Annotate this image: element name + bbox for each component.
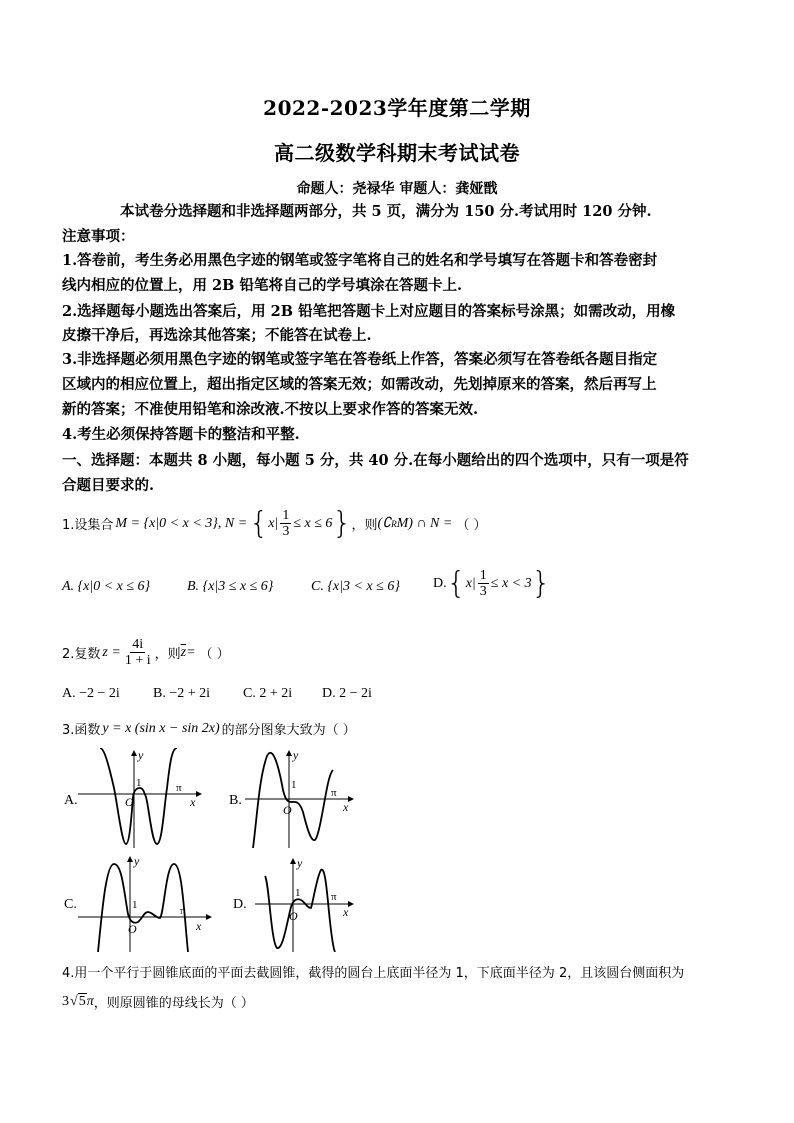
question-4-line-2	[62, 992, 254, 1011]
q1-frac-den: 3	[282, 524, 290, 539]
tick-pi: π	[176, 782, 182, 794]
q2-eq: =	[186, 644, 196, 660]
q3-option-b-label: B.	[229, 793, 242, 808]
x-label: x	[196, 919, 202, 933]
tick-one: 1	[132, 899, 138, 911]
q3-graph-b	[245, 748, 355, 848]
tick-pi: π	[331, 891, 337, 903]
q4-pi: π	[86, 993, 94, 1009]
q3-formula: y = x (sin x − sin 2x)	[102, 720, 220, 736]
note-1-line-1: 1.答卷前，考生务必用黑色字迹的钢笔或签字笔将自己的姓名和学号填写在答题卡和答卷密封	[62, 252, 658, 269]
q4-root: 5	[78, 994, 86, 1009]
q2-fraction	[123, 637, 153, 668]
curve	[253, 753, 333, 848]
q1-option-b: B. {x|3 ≤ x ≤ 6}	[187, 579, 274, 594]
q1-option-d: D. { x| $\frac{1}{3}$ ≤ x < 3 }	[433, 565, 551, 601]
q2-option-b: B. −2 + 2i	[153, 686, 211, 701]
q2-blank: （ ）	[199, 647, 230, 662]
q4-sqrt-sign: √	[70, 993, 78, 1009]
tick-one: 1	[295, 887, 301, 899]
q2-option-c: C. 2 + 2i	[243, 686, 293, 701]
q1-frac-num: 1	[282, 508, 290, 523]
tick-one: 1	[291, 779, 297, 791]
tick-pi: π	[180, 905, 186, 917]
x-label: x	[190, 795, 196, 809]
question-4-line-1: 4.用一个平行于圆锥底面的平面去截圆锥，截得的圆台上底面半径为 1，下底面半径为 2，且该圆台侧面积为	[62, 966, 685, 981]
note-4: 4.考生必须保持答题卡的整洁和平整.	[62, 426, 300, 443]
note-2-line-2: 皮擦干净后，再选涂其他答案；不能答在试卷上.	[62, 327, 372, 344]
note-3-line-1: 3.非选择题必须用黑色字迹的钢笔或签字笔在答卷纸上作答，答案必须写在答卷纸各题目指定	[62, 351, 658, 368]
y-label: y	[138, 748, 144, 762]
question-2	[62, 637, 230, 668]
q3-option-c-label: C.	[64, 897, 77, 912]
origin-label: O	[283, 803, 292, 817]
q2-zbar: $\overline{z}$	[180, 644, 187, 660]
q1-prefix: 1.设集合	[62, 518, 114, 533]
origin-label: O	[289, 909, 298, 923]
curve	[265, 870, 335, 952]
q1-option-d-frac-num: 1	[479, 568, 487, 583]
year-title: 2022-2023学年度第二学期	[263, 96, 531, 120]
question-1: 1.设集合 M = {x|0 < x < 3} , N = { x| $\frac{1}{3}$ ≤ x ≤ 6 } ，则 (∁ R M) ∩ N = （ ）	[62, 505, 487, 541]
note-1-line-2: 线内相应的位置上，用 2B 铅笔将自己的学号填涂在答题卡上.	[62, 277, 462, 294]
x-axis-arrow	[348, 901, 354, 907]
tick-one: 1	[136, 777, 142, 789]
q1-blank: （ ）	[456, 518, 487, 533]
q3-suffix: 的部分图象大致为（ ）	[221, 723, 356, 738]
y-axis-arrow	[131, 750, 137, 756]
y-axis-arrow	[286, 750, 292, 756]
q1-then: ，则	[351, 518, 378, 533]
q3-graph-d	[255, 852, 355, 952]
section-1-line-2: 合题目要求的.	[62, 477, 155, 494]
q2-frac-den: 1 + i	[124, 653, 151, 668]
q3-prefix: 3.函数	[62, 723, 101, 738]
q1-option-d-relation: ≤ x < 3	[490, 575, 532, 591]
q2-prefix: 2.复数	[62, 647, 101, 662]
tick-pi: π	[331, 787, 337, 799]
question-3	[62, 719, 356, 738]
curve	[98, 864, 188, 952]
q2-z-eq: z =	[102, 644, 121, 660]
q1-option-d-label: D.	[433, 575, 447, 591]
q1-option-d-x: x|	[465, 575, 476, 591]
x-axis-arrow	[348, 796, 354, 802]
q4-coef: 3	[62, 993, 69, 1009]
note-3-line-2: 区域内的相应位置上，超出指定区域的答案无效；如需改动，先划掉原来的答案，然后再写上	[62, 376, 657, 393]
authors-line: 命题人：尧禄华 审题人：龚娅戬	[296, 181, 498, 197]
q1-relation: ≤ x ≤ 6	[293, 515, 333, 531]
q4-suffix: ，则原圆锥的母线长为（ ）	[93, 996, 254, 1011]
q3-graph-c	[78, 852, 213, 952]
intro-line: 本试卷分选择题和非选择题两部分，共 5 页，满分为 150 分.考试用时 120 分钟.	[120, 203, 652, 220]
q1-intersection: M) ∩ N =	[396, 515, 453, 531]
y-axis-arrow	[290, 858, 296, 864]
notes-heading: 注意事项：	[62, 228, 135, 245]
q1-complement-sub: R	[391, 518, 397, 529]
q1-x-bar: x|	[268, 515, 279, 531]
q2-frac-num: 4i	[132, 637, 144, 652]
q1-set-n-label: N =	[224, 515, 248, 531]
q1-option-a: A. {x|0 < x ≤ 6}	[62, 579, 151, 594]
x-axis-arrow	[196, 791, 202, 797]
q2-option-a: A. −2 − 2i	[62, 686, 120, 701]
section-1-line-1: 一、选择题：本题共 8 小题，每小题 5 分，共 40 分.在每小题给出的四个选项中，只有一项是符	[62, 452, 689, 469]
curve	[100, 748, 177, 844]
q1-option-d-fraction	[478, 568, 489, 599]
x-axis-arrow	[206, 914, 212, 920]
x-label: x	[343, 800, 349, 814]
q1-option-c: C. {x|3 < x ≤ 6}	[311, 579, 400, 594]
q2-option-d: D. 2 − 2i	[322, 686, 372, 701]
x-label: x	[343, 905, 349, 919]
origin-label: O	[128, 922, 137, 936]
note-2-line-1: 2.选择题每小题选出答案后，用 2B 铅笔把答题卡上对应题目的答案标号涂黑；如需改动，用橡	[62, 303, 676, 320]
origin-label: O	[125, 795, 134, 809]
y-axis-arrow	[127, 856, 133, 862]
q1-complement: (∁	[377, 516, 392, 531]
y-label: y	[293, 748, 299, 762]
q3-graph-a	[78, 748, 203, 848]
y-label: y	[297, 856, 303, 870]
note-3-line-3: 新的答案；不准使用铅笔和涂改液.不按以上要求作答的答案无效.	[62, 401, 479, 418]
q1-option-d-frac-den: 3	[479, 584, 487, 599]
y-label: y	[134, 854, 140, 868]
exam-title: 高二级数学科期末考试试卷	[274, 141, 520, 165]
q2-then: ，则	[154, 647, 181, 662]
q3-option-a-label: A.	[64, 793, 78, 808]
q3-option-d-label: D.	[233, 897, 247, 912]
q1-fraction	[280, 508, 291, 539]
q1-set-m: M = {x|0 < x < 3}	[115, 515, 218, 531]
